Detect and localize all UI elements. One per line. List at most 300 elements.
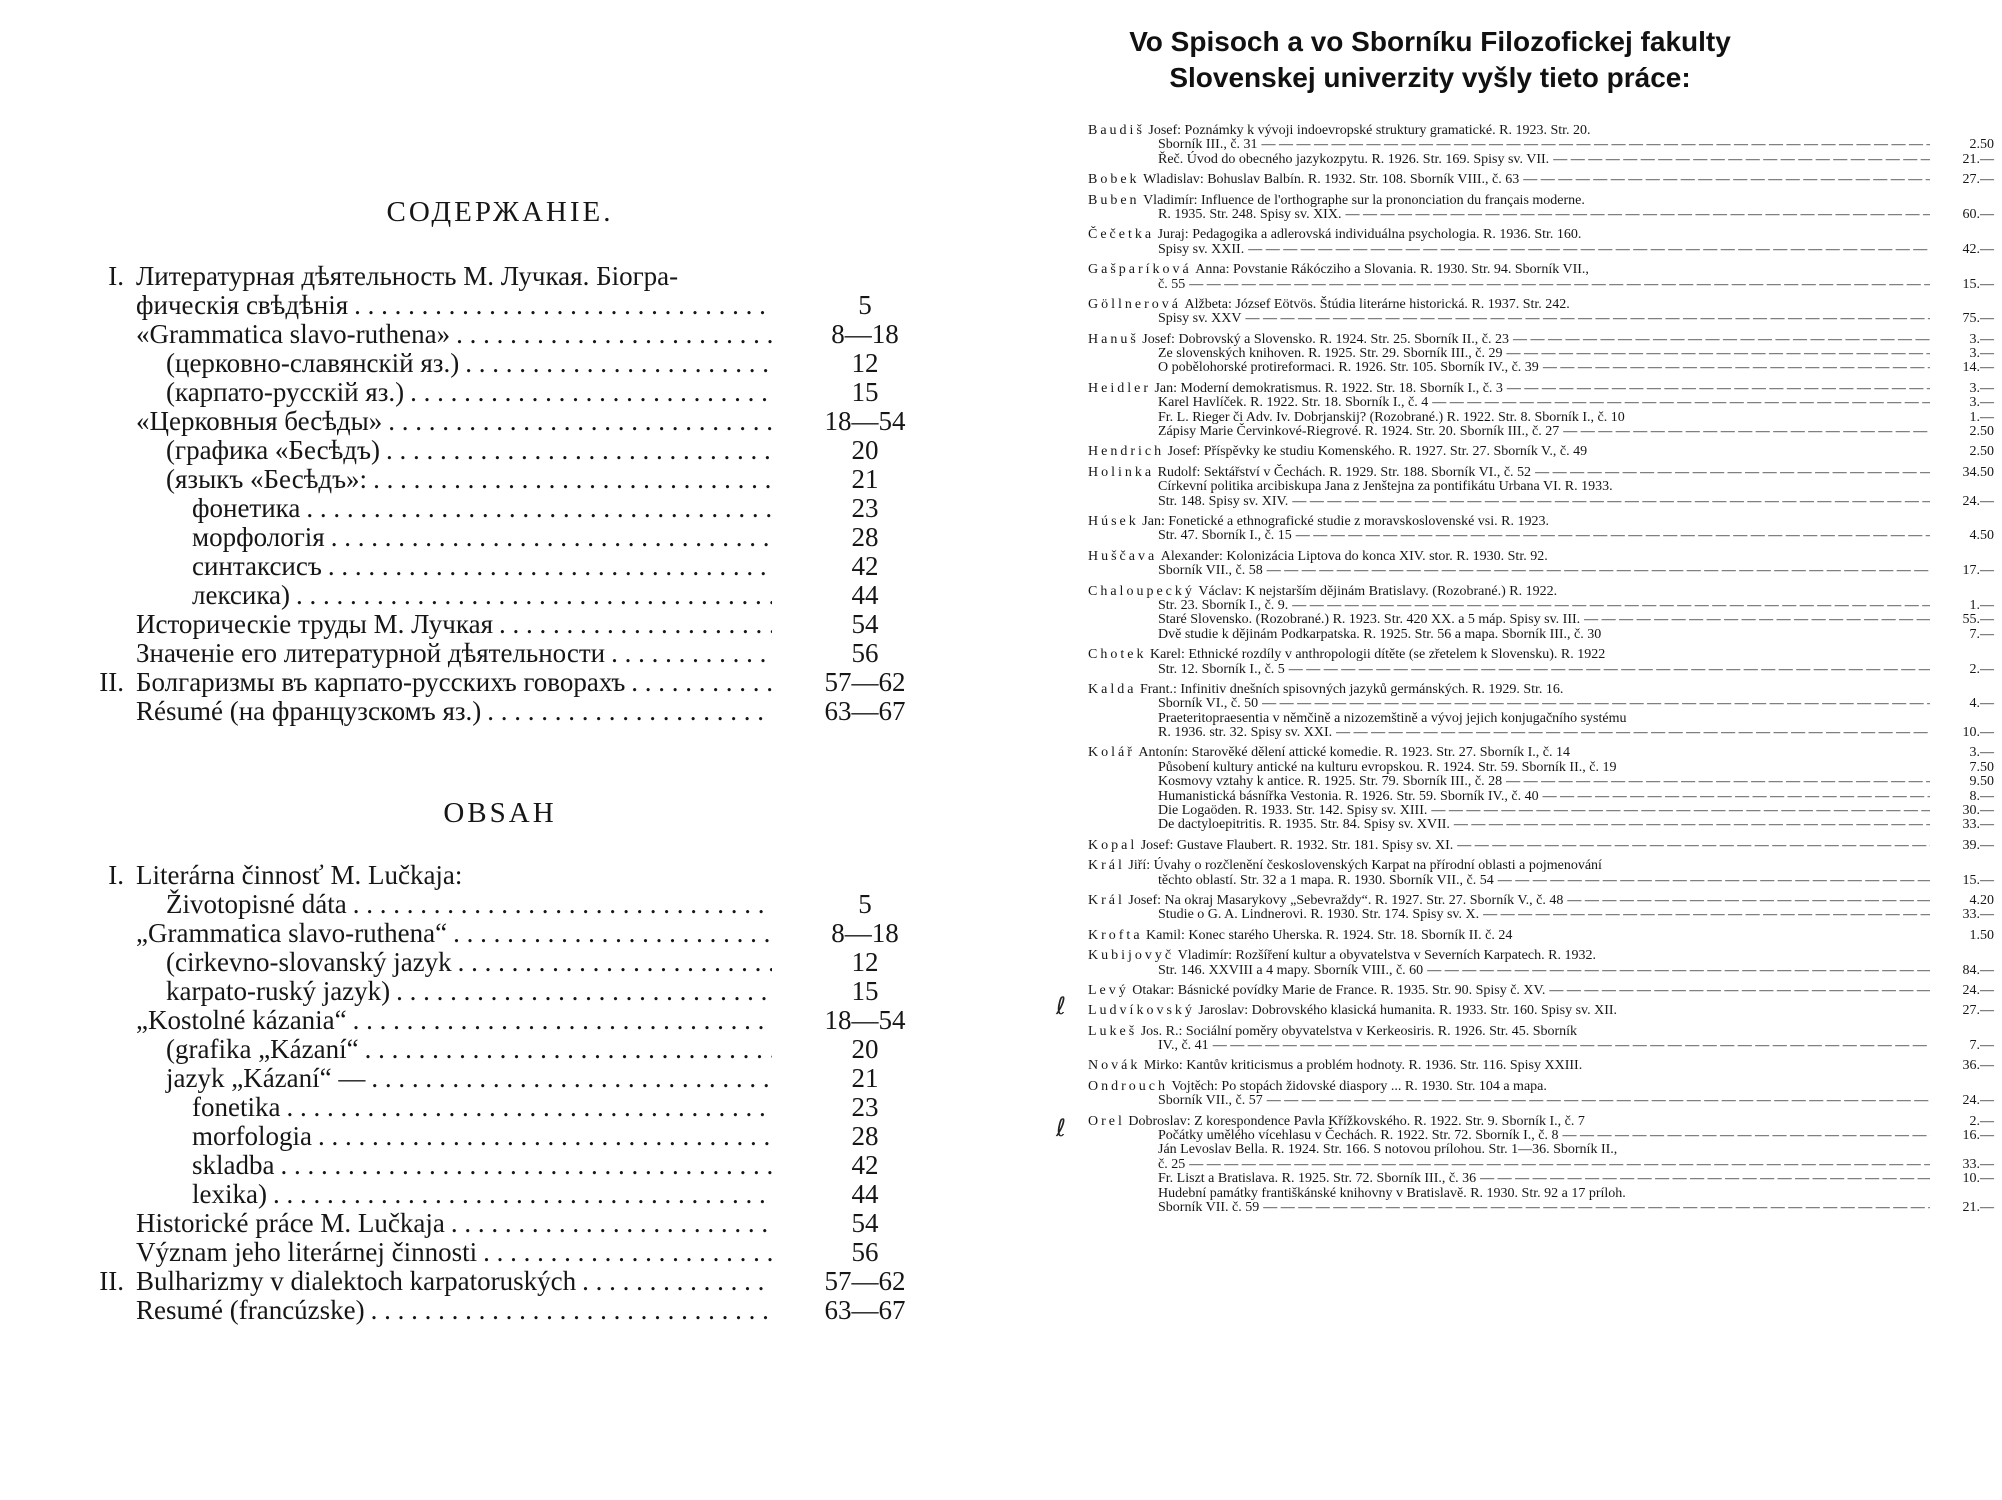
publication-line xyxy=(1088,1003,1994,1019)
toc-entry xyxy=(136,861,772,890)
publication-price: 4.20 xyxy=(1969,892,1994,908)
publication-description: Wladislav: Bohuslav Balbín. R. 1932. Str. 108. Sborník VIII., č. 63 xyxy=(1143,172,1520,188)
publication-line-text xyxy=(1158,347,1930,361)
publication-description: Jan: Moderní demokratismus. R. 1922. Str. 18. Sborník I., č. 3 xyxy=(1154,380,1503,396)
publication-entry xyxy=(1088,1078,1994,1109)
toc-row xyxy=(80,1035,940,1064)
publication-line xyxy=(1088,803,1994,819)
toc-row xyxy=(80,494,940,523)
dash-leader xyxy=(1539,790,1930,804)
publication-line xyxy=(1088,1093,1994,1109)
toc-entry-label: Значеніе его литературной дѣятельности xyxy=(136,638,606,668)
publication-entry xyxy=(1088,192,1994,223)
publication-description: Sborník VII., č. 57 xyxy=(1158,1093,1263,1109)
toc-dot-leader xyxy=(348,291,772,320)
author-name: Göllnerová xyxy=(1088,296,1181,312)
publication-line xyxy=(1088,1025,1988,1039)
publication-line-text xyxy=(1158,480,1930,494)
publication-line xyxy=(1088,745,1994,761)
publication-description: Jan: Fonetické a ethnografické studie z moravskoslovenské vsi. R. 1923. xyxy=(1142,513,1549,529)
publication-price: 15.— xyxy=(1962,276,1994,292)
publication-entry xyxy=(1088,1023,1994,1054)
publication-price: 14.— xyxy=(1962,360,1994,376)
publication-line xyxy=(1088,137,1994,153)
dash-leader xyxy=(1563,894,1930,908)
publication-line-text xyxy=(1158,243,1930,257)
toc-row xyxy=(80,378,940,407)
dash-leader xyxy=(1209,1039,1930,1053)
toc-entry-label: jazyk „Kázaní“ — xyxy=(166,1063,366,1093)
dash-leader xyxy=(1185,1158,1930,1172)
publication-line-text xyxy=(1158,312,1930,326)
publication-price: 24.— xyxy=(1962,982,1994,998)
publication-line-text xyxy=(1088,124,1930,138)
author-name: Huščava xyxy=(1088,548,1158,564)
publication-price: 33.— xyxy=(1962,907,1994,923)
publication-line xyxy=(1088,859,1988,873)
toc-entry-label: fonetika xyxy=(192,1092,281,1122)
toc-entry xyxy=(192,581,772,610)
toc-section-number: I. xyxy=(108,261,124,291)
publication-line-text xyxy=(1158,411,1930,425)
publication-price: 17.— xyxy=(1962,563,1994,579)
left-page xyxy=(0,0,1000,1500)
publication-description: O pobělohorské protireformaci. R. 1926. Str. 105. Sborník IV., č. 39 xyxy=(1158,360,1539,376)
toc-entry xyxy=(192,1151,772,1180)
publication-price: 1.— xyxy=(1969,597,1994,613)
publication-description: Praeteritopraesentia v němčině a nizozemštině a vývoj jejich konjugačního systému xyxy=(1158,710,1627,726)
toc-entry-label: (языкъ «Бесѣдъ»: xyxy=(166,464,368,494)
pencil-margin-mark: ℓ xyxy=(1056,1114,1066,1142)
dash-leader xyxy=(1539,361,1930,375)
publication-description: Kamil: Konec starého Uherska. R. 1924. Str. 18. Sborník II. č. 24 xyxy=(1146,927,1513,943)
author-name: Levý xyxy=(1088,982,1129,998)
publication-line-text xyxy=(1158,663,1930,677)
publication-line xyxy=(1088,360,1994,376)
publication-line xyxy=(1088,1038,1994,1054)
toc-entry-label: Литературная дѣятельность М. Лучкая. Біогра- xyxy=(136,261,679,291)
publication-line xyxy=(1088,263,1988,277)
publication-line xyxy=(1088,1058,1994,1074)
publication-price: 21.— xyxy=(1962,151,1994,167)
publication-line-text xyxy=(1158,712,1930,726)
toc-page-number: 21 xyxy=(851,1063,879,1093)
toc-row xyxy=(80,639,940,668)
toc-dot-leader xyxy=(576,1267,772,1296)
publication-line-text xyxy=(1088,1004,1930,1018)
publication-description: Řeč. Úvod do obecného jazykozpytu. R. 1926. Str. 169. Spisy sv. VII. xyxy=(1158,151,1550,167)
publication-line-text xyxy=(1158,1143,1930,1157)
publication-line-text xyxy=(1088,929,1930,943)
author-name: Baudiš xyxy=(1088,123,1145,138)
publication-entry xyxy=(1088,1003,1994,1019)
toc-dot-leader xyxy=(365,1296,772,1325)
toc-dot-leader xyxy=(380,436,772,465)
publication-line-text xyxy=(1088,894,1930,908)
publication-line-text xyxy=(1158,613,1930,627)
toc-dot-leader xyxy=(404,378,772,407)
toc-row xyxy=(80,1238,940,1267)
publication-price: 3.— xyxy=(1969,331,1994,347)
toc-row xyxy=(80,262,940,291)
publication-description: De dactyloepitritis. R. 1935. Str. 84. Spisy sv. XVII. xyxy=(1158,817,1450,833)
publication-description: Str. 12. Sborník I., č. 5 xyxy=(1158,661,1285,677)
publication-line-text xyxy=(1158,1158,1930,1172)
toc-entry-label: (церковно-славянскій яз.) xyxy=(166,348,460,378)
toc-row xyxy=(80,523,940,552)
publication-entry xyxy=(1088,331,1994,376)
toc-dot-leader xyxy=(445,1209,772,1238)
publication-description: Antonín: Starověké dělení attické komedie. R. 1923. Str. 27. Sborník I., č. 14 xyxy=(1138,745,1570,761)
publication-line xyxy=(1088,424,1994,440)
publication-price: 10.— xyxy=(1962,1171,1994,1187)
publication-line xyxy=(1088,1200,1994,1215)
toc-page-number: 18—54 xyxy=(824,406,906,436)
author-name: Buben xyxy=(1088,192,1140,208)
publication-description: Str. 146. XXVIII a 4 mapy. Sborník VIII., č. 60 xyxy=(1158,962,1424,978)
publication-line-text xyxy=(1088,382,1930,396)
publication-entry xyxy=(1088,464,1994,509)
toc-entry xyxy=(166,977,772,1006)
author-name: Krofta xyxy=(1088,927,1143,943)
publication-price: 24.— xyxy=(1962,1093,1994,1109)
publication-line-text xyxy=(1158,425,1930,439)
dash-leader xyxy=(1242,312,1931,326)
author-name: Král xyxy=(1088,892,1125,908)
publication-price: 27.— xyxy=(1962,172,1994,188)
publication-line xyxy=(1088,1128,1994,1144)
publication-price: 36.— xyxy=(1962,1058,1994,1074)
publication-price: 4.50 xyxy=(1969,528,1994,544)
publication-line-text xyxy=(1158,396,1930,410)
author-name: Ludvíkovský xyxy=(1088,1003,1195,1019)
publication-description: R. 1935. Str. 248. Spisy sv. XIX. xyxy=(1158,206,1342,222)
publication-line xyxy=(1088,395,1994,411)
publication-line xyxy=(1088,1080,1988,1094)
publication-line-text xyxy=(1088,194,1930,208)
publication-line-text xyxy=(1088,173,1930,187)
publication-price: 16.— xyxy=(1962,1128,1994,1144)
toc-entry xyxy=(136,697,772,726)
dash-leader xyxy=(1549,153,1930,167)
publication-line xyxy=(1088,817,1994,833)
publication-description: Sborník III., č. 31 xyxy=(1158,137,1258,153)
publication-price: 84.— xyxy=(1962,962,1994,978)
dash-leader xyxy=(1494,874,1930,888)
publication-line xyxy=(1088,725,1994,741)
toc-entry-label: «Grammatica slavo-ruthena» xyxy=(136,319,451,349)
publication-description: Die Logaöden. R. 1933. Str. 142. Spisy sv. XIII. xyxy=(1158,803,1428,819)
author-name: Chotek xyxy=(1088,647,1147,663)
publication-line xyxy=(1088,774,1994,790)
publication-line-text xyxy=(1158,529,1930,543)
publication-line-text xyxy=(1158,1094,1930,1108)
toc-page-number: 42 xyxy=(851,1150,879,1180)
toc-row xyxy=(80,1064,940,1093)
toc-dot-leader xyxy=(605,639,772,668)
toc-row xyxy=(80,1006,940,1035)
toc-entry-label: Význam jeho literárnej činnosti xyxy=(136,1237,478,1267)
publication-line-text xyxy=(1158,804,1930,818)
publication-line-text xyxy=(1158,908,1930,922)
toc-dot-leader xyxy=(267,1180,772,1209)
publication-line-text xyxy=(1088,445,1930,459)
publication-description: R. 1936. str. 32. Spisy sv. XXI. xyxy=(1158,725,1333,741)
author-name: Hendrich xyxy=(1088,444,1165,460)
publication-price: 3.— xyxy=(1969,395,1994,411)
publication-line xyxy=(1088,585,1988,599)
toc-row xyxy=(80,668,940,697)
author-name: Gašparíková xyxy=(1088,262,1192,278)
publication-description: Jaroslav: Dobrovského klasická humanita. R. 1933. Str. 160. Spisy sv. XII. xyxy=(1198,1003,1618,1019)
publication-line-text xyxy=(1158,564,1930,578)
russian-contents-list xyxy=(80,262,940,726)
publication-price: 9.50 xyxy=(1969,774,1994,790)
toc-section-number: II. xyxy=(99,667,124,697)
author-name: Chaloupecký xyxy=(1088,583,1195,599)
publication-description: č. 55 xyxy=(1158,276,1186,292)
publication-entry xyxy=(1088,927,1994,943)
publication-line xyxy=(1088,241,1994,257)
publication-price: 1.50 xyxy=(1969,927,1994,943)
toc-entry-label: Résumé (на французскомъ яз.) xyxy=(136,696,482,726)
publication-line xyxy=(1088,1143,1988,1157)
toc-row xyxy=(80,948,940,977)
toc-entry xyxy=(136,1209,772,1238)
toc-row xyxy=(80,1093,940,1122)
publication-line-text xyxy=(1088,333,1930,347)
publication-entry xyxy=(1088,892,1994,923)
toc-entry-label: Literárna činnosť M. Lučkaja: xyxy=(136,860,463,890)
publication-line xyxy=(1088,409,1994,425)
publication-entry xyxy=(1088,647,1994,677)
publication-price: 7.— xyxy=(1969,1038,1994,1054)
publication-line xyxy=(1088,331,1994,347)
publication-description: Rudolf: Sektářství v Čechách. R. 1929. Str. 188. Sborník VI., č. 52 xyxy=(1157,464,1532,480)
publication-line xyxy=(1088,444,1994,460)
toc-entry-label: фонетика xyxy=(192,493,301,523)
toc-section-number: I. xyxy=(108,860,124,890)
publication-line xyxy=(1088,493,1994,509)
author-name: Lukeš xyxy=(1088,1023,1138,1039)
publication-line xyxy=(1088,1113,1994,1129)
publication-price: 21.— xyxy=(1962,1200,1994,1215)
publication-description: Počátky umělého vícehlasu v Čechách. R. 1922. Str. 72. Sborník I., č. 8 xyxy=(1158,1128,1559,1144)
dash-leader xyxy=(1259,1201,1930,1215)
dash-leader xyxy=(1450,818,1930,832)
publication-line-text xyxy=(1158,1039,1930,1053)
toc-dot-leader xyxy=(382,407,772,436)
publication-line-text xyxy=(1088,859,1930,873)
publication-price: 2.— xyxy=(1969,661,1994,677)
publication-description: Sborník VI., č. 50 xyxy=(1158,696,1259,712)
publications-heading-line-2: Slovenskej univerzity vyšly tieto práce: xyxy=(1169,62,1691,93)
publication-line-text xyxy=(1088,746,1930,760)
publication-description: Ján Levoslav Bella. R. 1924. Str. 166. S notovou prílohou. Str. 1—36. Sborník II., xyxy=(1158,1142,1618,1158)
publication-line xyxy=(1088,346,1994,362)
toc-dot-leader xyxy=(365,1064,772,1093)
toc-page-number: 57—62 xyxy=(824,667,906,697)
publication-description: Církevní politika arcibiskupa Jana z Jenštejna za pontifikátu Urbana VI. R. 1933. xyxy=(1158,479,1613,495)
toc-entry-label: morfologia xyxy=(192,1121,312,1151)
toc-dot-leader xyxy=(359,1035,772,1064)
toc-dot-leader xyxy=(274,1151,772,1180)
toc-row xyxy=(80,320,940,349)
publication-line-text xyxy=(1088,984,1930,998)
author-name: Čečetka xyxy=(1088,227,1155,243)
publication-line-text xyxy=(1158,208,1930,222)
publication-line-text xyxy=(1158,775,1930,789)
pencil-margin-mark: ℓ xyxy=(1056,992,1066,1020)
publication-line-text xyxy=(1158,495,1930,509)
toc-entry xyxy=(192,1122,772,1151)
toc-entry-label: (карпато-русскій яз.) xyxy=(166,377,405,407)
publication-line xyxy=(1088,892,1994,908)
author-name: Heidler xyxy=(1088,380,1151,396)
publication-description: Karel: Ethnické rozdíly v anthropologii dítěte (se zřetelem k Slovensku). R. 1922 xyxy=(1149,647,1606,663)
toc-entry xyxy=(166,465,772,494)
publication-description: Mirko: Kantův kriticismus a problém hodnoty. R. 1936. Str. 116. Spisy XXIII. xyxy=(1143,1058,1583,1074)
publication-price: 15.— xyxy=(1962,872,1994,888)
dash-leader xyxy=(1185,278,1930,292)
toc-row xyxy=(80,1209,940,1238)
publication-line xyxy=(1088,480,1988,494)
publication-description: Josef: Dobrovský a Slovensko. R. 1924. Str. 25. Sborník II., č. 23 xyxy=(1142,331,1509,347)
toc-entry xyxy=(136,919,772,948)
dash-leader xyxy=(1545,984,1930,998)
publication-price: 2.50 xyxy=(1969,424,1994,440)
publication-line-text xyxy=(1158,697,1930,711)
dash-leader xyxy=(1258,697,1930,711)
publication-description: Sborník VII., č. 58 xyxy=(1158,563,1263,579)
dash-leader xyxy=(1292,529,1930,543)
publication-line xyxy=(1088,172,1994,188)
toc-entry-label: lexika) xyxy=(192,1179,267,1209)
toc-page-number: 42 xyxy=(851,551,879,581)
publication-entry xyxy=(1088,982,1994,998)
toc-page-number: 15 xyxy=(851,976,879,1006)
toc-dot-leader xyxy=(481,697,772,726)
publication-description: Fr. Liszt a Bratislava. R. 1925. Str. 72. Sborník III., č. 36 xyxy=(1158,1171,1477,1187)
dash-leader xyxy=(1341,208,1930,222)
publication-line-text xyxy=(1088,298,1930,312)
publication-line-text xyxy=(1088,1025,1930,1039)
toc-entry-label: лексика) xyxy=(192,580,291,610)
toc-entry-label: karpato-ruský jazyk) xyxy=(166,976,391,1006)
dash-leader xyxy=(1332,726,1930,740)
publication-line-text xyxy=(1158,278,1930,292)
publication-line xyxy=(1088,151,1994,167)
publication-line xyxy=(1088,683,1988,697)
publication-description: Vojtěch: Po stopách židovské diaspory ... R. 1930. Str. 104 a mapa. xyxy=(1171,1078,1547,1094)
publication-entry xyxy=(1088,948,1994,978)
publication-line-text xyxy=(1088,515,1930,529)
toc-dot-leader xyxy=(477,1238,772,1267)
publication-price: 24.— xyxy=(1962,493,1994,509)
dash-leader xyxy=(1453,839,1930,853)
publication-line xyxy=(1088,907,1994,923)
publication-description: Dvě studie k dějinám Podkarpatska. R. 1925. Str. 56 a mapa. Sborník III., č. 30 xyxy=(1158,626,1602,642)
publication-description: Václav: K nejstarším dějinám Bratislavy. (Rozobrané.) R. 1922. xyxy=(1198,583,1558,599)
toc-dot-leader xyxy=(367,465,772,494)
toc-page-number: 56 xyxy=(851,638,879,668)
toc-row xyxy=(80,436,940,465)
author-name: Novák xyxy=(1088,1058,1141,1074)
dash-leader xyxy=(1263,564,1930,578)
publication-entry xyxy=(1088,1058,1994,1074)
author-name: Kolář xyxy=(1088,745,1135,761)
russian-contents-title: СОДЕРЖАНІЕ. xyxy=(386,196,614,228)
publication-entry xyxy=(1088,296,1994,327)
dash-leader xyxy=(1288,495,1930,509)
toc-entry xyxy=(136,1296,772,1325)
toc-dot-leader xyxy=(625,668,772,697)
right-page xyxy=(1000,0,2002,1500)
toc-page-number: 54 xyxy=(851,1208,879,1238)
publication-entry xyxy=(1088,1113,1994,1216)
publication-entry xyxy=(1088,745,1994,833)
publication-line xyxy=(1088,712,1988,726)
toc-page-number: 12 xyxy=(851,348,879,378)
toc-entry-label: Historické práce M. Lučkaja xyxy=(136,1208,445,1238)
publication-line-text xyxy=(1088,648,1930,662)
toc-entry xyxy=(136,1238,772,1267)
toc-entry xyxy=(166,1035,772,1064)
publication-line xyxy=(1088,298,1988,312)
publication-line xyxy=(1088,194,1988,208)
publication-price: 33.— xyxy=(1962,1156,1994,1172)
toc-entry-label: (grafika „Kázaní“ xyxy=(166,1034,359,1064)
toc-entry xyxy=(136,1006,772,1035)
publication-price: 1.— xyxy=(1969,409,1994,425)
publication-line xyxy=(1088,528,1994,544)
publication-description: Str. 47. Sborník I., č. 15 xyxy=(1158,528,1292,544)
toc-row xyxy=(80,291,940,320)
toc-row xyxy=(80,581,940,610)
publication-line-text xyxy=(1158,138,1930,152)
toc-entry-label: Životopisné dáta xyxy=(166,889,347,919)
toc-page-number: 63—67 xyxy=(824,696,906,726)
publication-line-text xyxy=(1158,361,1930,375)
toc-dot-leader xyxy=(325,523,772,552)
publication-entry xyxy=(1088,380,1994,440)
dash-leader xyxy=(1479,908,1930,922)
publication-description: Fr. L. Rieger či Adv. Iv. Dobrjanskij? (Rozobrané.) R. 1922. Str. 8. Sborník I., č. 10 xyxy=(1158,409,1625,425)
publication-price: 27.— xyxy=(1962,1003,1994,1019)
toc-page-number: 44 xyxy=(851,580,879,610)
dash-leader xyxy=(1580,613,1930,627)
toc-row xyxy=(80,861,940,890)
publication-description: Spisy sv. XXII. xyxy=(1158,241,1245,257)
publication-description: Staré Slovensko. (Rozobrané.) R. 1923. Str. 420 XX. a 5 máp. Spisy sv. III. xyxy=(1158,612,1581,628)
publication-line-text xyxy=(1158,818,1930,832)
publication-price: 8.— xyxy=(1969,788,1994,804)
toc-page-number: 54 xyxy=(851,609,879,639)
publication-line-text xyxy=(1088,1059,1930,1073)
toc-entry-label: „Kostolné kázania“ xyxy=(136,1005,347,1035)
dash-leader xyxy=(1502,775,1930,789)
author-name: Bobek xyxy=(1088,172,1140,188)
dash-leader xyxy=(1244,243,1930,257)
publication-description: Alexander: Kolonizácia Liptova do konca XIV. stor. R. 1930. Str. 92. xyxy=(1160,548,1548,564)
publication-price: 3.— xyxy=(1969,380,1994,396)
publication-description: Zápisy Marie Červinkové-Riegrové. R. 1924. Str. 20. Sborník III., č. 27 xyxy=(1158,424,1560,440)
publication-price: 10.— xyxy=(1962,725,1994,741)
dash-leader xyxy=(1509,333,1930,347)
publication-line-text xyxy=(1158,964,1930,978)
publication-line xyxy=(1088,759,1994,775)
toc-page-number: 12 xyxy=(851,947,879,977)
